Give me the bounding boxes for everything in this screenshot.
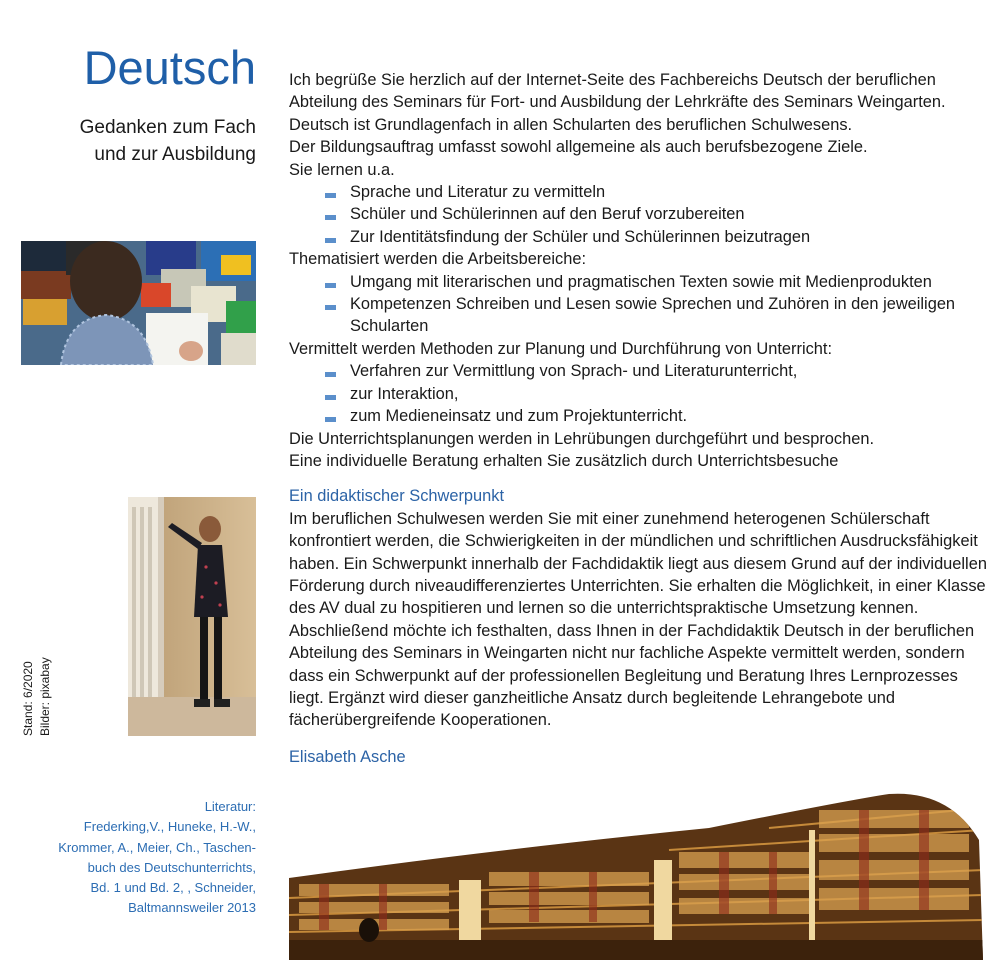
photo-library-panorama bbox=[289, 790, 983, 960]
areas-heading: Thematisiert werden die Arbeitsbereiche: bbox=[289, 250, 586, 269]
list-item: zum Medieneinsatz und zum Projektunterricht. bbox=[325, 405, 989, 427]
literature-line: buch des Deutschunterrichts, bbox=[87, 859, 256, 875]
page-title: Deutsch bbox=[83, 41, 256, 94]
intro-paragraph: Deutsch ist Grundlagenfach in allen Schularten des beruflichen Schulwesens. bbox=[289, 115, 853, 134]
credits-text bbox=[20, 657, 54, 736]
closing-paragraph: Eine individuelle Beratung erhalten Sie zusätzlich durch Unterrichtsbesuche bbox=[289, 451, 839, 470]
literature-line: Baltmannsweiler 2013 bbox=[128, 900, 256, 916]
credits-bilder: Bilder: pixabay bbox=[38, 657, 52, 736]
intro-paragraph: Sie lernen u.a. bbox=[289, 160, 395, 179]
list-item: Umgang mit literarischen und pragmatischen Texten sowie mit Medienprodukten bbox=[325, 271, 989, 293]
literature-reference bbox=[26, 797, 256, 919]
subtitle-line: und zur Ausbildung bbox=[94, 144, 256, 165]
focus-paragraph: Im beruflichen Schulwesen werden Sie mit einer zunehmend heterogenen Schülerschaft konfrontiert werden, die Schwierigkeiten in der mündlichen und schriftlichen Ausdrucksfähigkeit haben. Ein Schwerpunkt innerhalb der Fachdidaktik liegt aus diesem Grund auf der individuellen Förderung durch niveaudifferenziertes Unterrichten. Sie erhalten die Möglichkeit, in einer Klasse des AV dual zu hospitieren und lernen so die unterrichtspraktische Umsetzung kennen. bbox=[289, 509, 987, 618]
areas-list bbox=[289, 271, 989, 338]
literature-line: Bd. 1 und Bd. 2, , Schneider, bbox=[90, 880, 256, 896]
learn-list bbox=[289, 181, 989, 248]
photo-person-books bbox=[21, 241, 256, 365]
focus-heading: Ein didaktischer Schwerpunkt bbox=[289, 487, 505, 506]
literature-label: Literatur: bbox=[204, 799, 256, 814]
list-item: Verfahren zur Vermittlung von Sprach- und Literaturunterricht, bbox=[325, 360, 989, 382]
focus-paragraph: Abschließend möchte ich festhalten, dass Ihnen in der Fachdidaktik Deutsch in der beruflichen Abteilung des Seminars in Weingarten nicht nur fachliche Aspekte vermittelt werden, sondern dass ein Schwerpunkt auf der professionellen Begleitung und Beratung Ihres Lernprozesses liegt. Ergänzt wird dieser ganzheitliche Ansatz durch begleitende Lehrangebote und fächerübergreifende Kooperationen. bbox=[289, 621, 975, 730]
page-subtitle bbox=[16, 114, 256, 168]
methods-list bbox=[289, 360, 989, 427]
list-item: Kompetenzen Schreiben und Lesen sowie Sprechen und Zuhören in den jeweiligen Schularten bbox=[325, 293, 989, 338]
main-text bbox=[289, 69, 989, 768]
list-item: Schüler und Schülerinnen auf den Beruf vorzubereiten bbox=[325, 203, 989, 225]
methods-heading: Vermittelt werden Methoden zur Planung und Durchführung von Unterricht: bbox=[289, 339, 833, 358]
closing-paragraph: Die Unterrichtsplanungen werden in Lehrübungen durchgeführt und besprochen. bbox=[289, 429, 874, 448]
credits-stand: Stand: 6/2020 bbox=[21, 661, 35, 736]
subtitle-line: Gedanken zum Fach bbox=[79, 117, 256, 138]
list-item: Sprache und Literatur zu vermitteln bbox=[325, 181, 989, 203]
list-item: Zur Identitätsfindung der Schüler und Schülerinnen beizutragen bbox=[325, 226, 989, 248]
literature-line: Frederking,V., Huneke, H.-W., bbox=[83, 819, 256, 835]
intro-paragraph: Der Bildungsauftrag umfasst sowohl allgemeine als auch berufsbezogene Ziele. bbox=[289, 138, 868, 157]
photo-woman-library bbox=[128, 497, 256, 736]
author-name: Elisabeth Asche bbox=[289, 747, 406, 766]
intro-paragraph: Ich begrüße Sie herzlich auf der Internet-Seite des Fachbereichs Deutsch der beruflichen Abteilung des Seminars für Fort- und Ausbildung der Lehrkräfte des Seminars Weingarten. bbox=[289, 71, 946, 112]
literature-line: Krommer, A., Meier, Ch., Taschen- bbox=[58, 839, 256, 855]
list-item: zur Interaktion, bbox=[325, 383, 989, 405]
